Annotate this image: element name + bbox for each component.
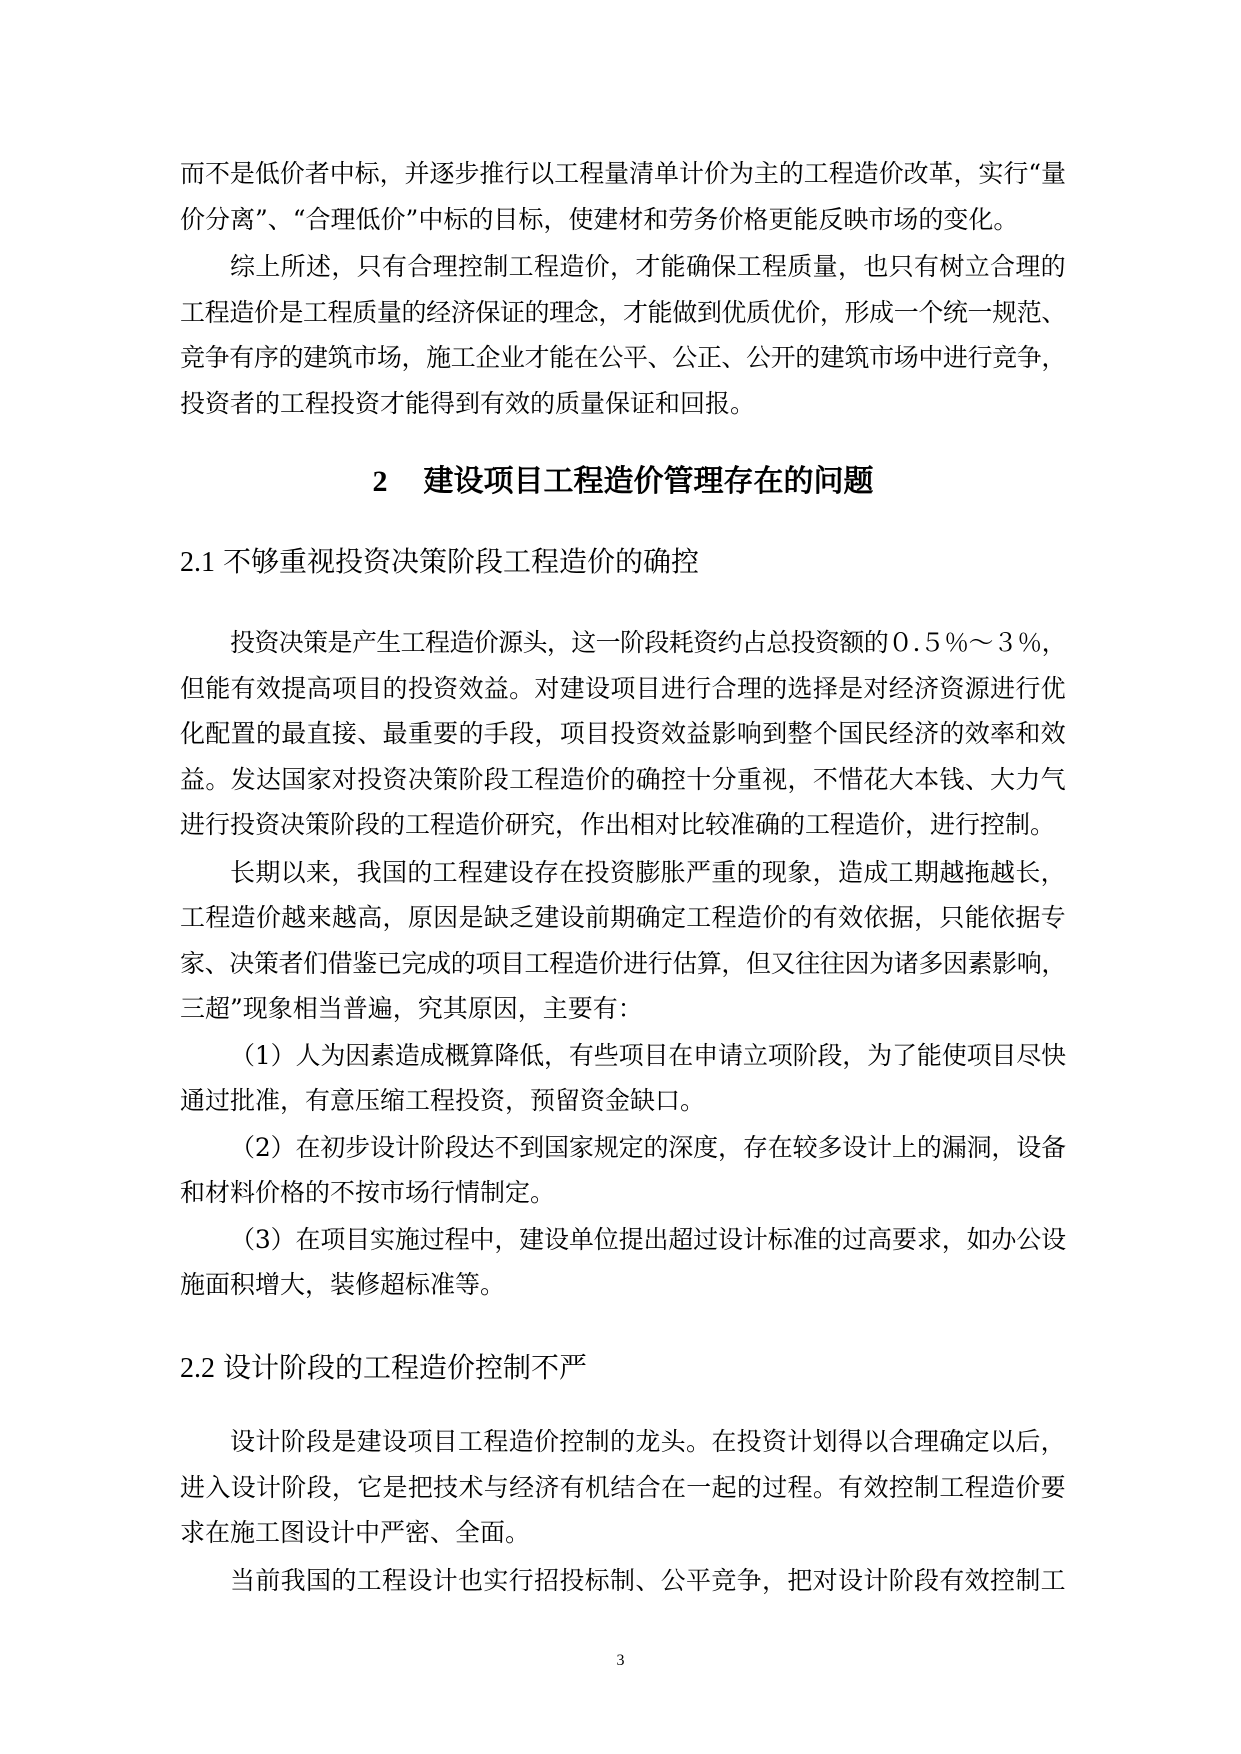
section-heading	[180, 539, 1066, 585]
text-line: 当前我国的工程设计也实行招投标制、公平竞争，把对设计阶段有效控制工	[230, 1565, 1066, 1595]
chapter-title: 建设项目工程造价管理存在的问题	[423, 464, 874, 499]
text-line: 竞争有序的建筑市场，施工企业才能在公平、公正、公开的建筑市场中进行竞争，	[180, 343, 1066, 372]
paragraph	[180, 620, 1066, 848]
section-title: 设计阶段的工程造价控制不严	[223, 1350, 588, 1384]
text-line: 通过批准，有意压缩工程投资，预留资金缺口。	[180, 1086, 706, 1115]
chapter-number: 2	[372, 465, 388, 498]
list-item	[180, 1033, 1066, 1124]
text-line: （3）在项目实施过程中，建设单位提出超过设计标准的过高要求，如办公设	[230, 1224, 1066, 1254]
text-line: 进入设计阶段，它是把技术与经济有机结合在一起的过程。有效控制工程造价要	[180, 1472, 1066, 1502]
text-line: 综上所述，只有合理控制工程造价，才能确保工程质量，也只有树立合理的	[230, 252, 1066, 281]
paragraph	[180, 151, 1066, 242]
text-line: 长期以来，我国的工程建设存在投资膨胀严重的现象，造成工期越拖越长，	[230, 857, 1066, 887]
list-item	[180, 1125, 1066, 1216]
text-line: 家、决策者们借鉴已完成的项目工程造价进行估算，但又往往因为诸多因素影响，	[180, 948, 1066, 978]
text-line: 工程造价是工程质量的经济保证的理念，才能做到优质优价，形成一个统一规范、	[180, 297, 1066, 327]
document-body	[180, 151, 1066, 1603]
text-line: 求在施工图设计中严密、全面。	[180, 1518, 531, 1547]
text-line: 投资决策是产生工程造价源头，这一阶段耗资约占总投资额的０.５％～３％，	[230, 628, 1066, 657]
list-item	[180, 1217, 1066, 1308]
text-line: （2）在初步设计阶段达不到国家规定的深度，存在较多设计上的漏洞，设备	[230, 1132, 1066, 1162]
paragraph	[180, 244, 1066, 426]
text-line: （1）人为因素造成概算降低，有些项目在申请立项阶段，为了能使项目尽快	[230, 1040, 1066, 1070]
text-line: 而不是低价者中标，并逐步推行以工程量清单计价为主的工程造价改革，实行“量	[180, 159, 1066, 188]
text-line: 施面积增大，装修超标准等。	[180, 1270, 506, 1299]
section-number: 2.2	[180, 1352, 215, 1384]
text-line: 设计阶段是建设项目工程造价控制的龙头。在投资计划得以合理确定以后，	[230, 1427, 1066, 1456]
paragraph	[180, 1419, 1066, 1556]
section-number: 2.1	[180, 546, 215, 578]
text-line: 三超”现象相当普遍，究其原因，主要有：	[180, 994, 643, 1023]
page-number: 3	[616, 1652, 625, 1669]
paragraph	[180, 850, 1066, 1032]
text-line: 进行投资决策阶段的工程造价研究，作出相对比较准确的工程造价，进行控制。	[180, 810, 1056, 839]
text-line: 工程造价越来越高，原因是缺乏建设前期确定工程造价的有效依据，只能依据专	[180, 903, 1066, 932]
text-line: 和材料价格的不按市场行情制定。	[180, 1178, 556, 1207]
text-line: 益。发达国家对投资决策阶段工程造价的确控十分重视，不惜花大本钱、大力气	[180, 764, 1066, 794]
text-line: 但能有效提高项目的投资效益。对建设项目进行合理的选择是对经济资源进行优	[180, 673, 1066, 703]
text-line: 投资者的工程投资才能得到有效的质量保证和回报。	[180, 388, 756, 418]
text-line: 价分离”、“合理低价”中标的目标，使建材和劳务价格更能反映市场的变化。	[180, 204, 1019, 234]
section-title: 不够重视投资决策阶段工程造价的确控	[223, 544, 700, 578]
section-heading	[180, 1345, 1066, 1391]
text-line: 化配置的最直接、最重要的手段，项目投资效益影响到整个国民经济的效率和效	[180, 719, 1066, 748]
paragraph	[180, 1558, 1066, 1604]
chapter-heading	[180, 459, 1066, 505]
